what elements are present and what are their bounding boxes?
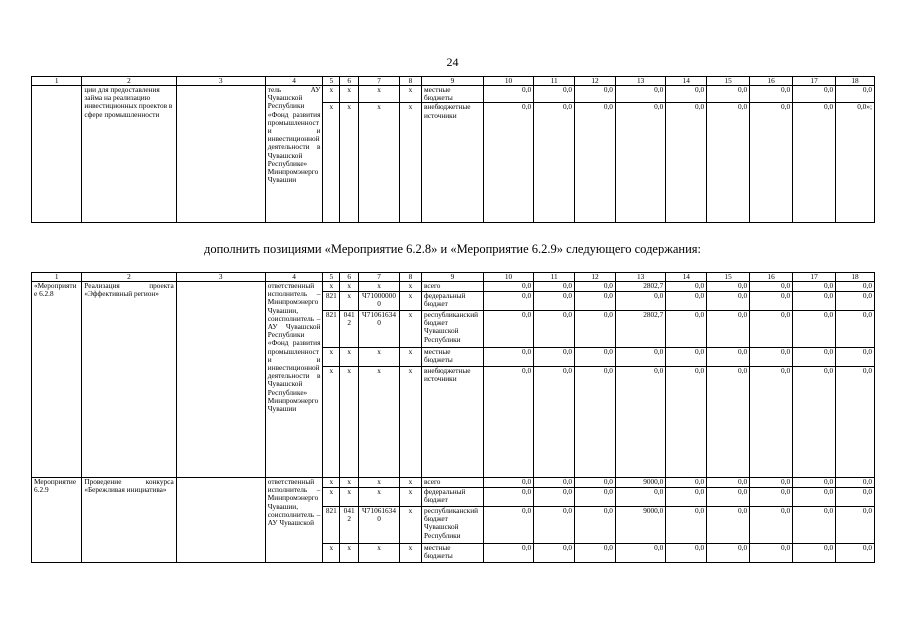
column-header: 6 <box>340 273 359 282</box>
cell-value: 0,0 <box>836 488 875 507</box>
cell-value: 0,0 <box>707 488 750 507</box>
cell-gr: 821 <box>323 292 340 311</box>
cell-vr: x <box>399 367 421 478</box>
cell-funding-source: федеральный бюджет <box>421 488 483 507</box>
cell-gr: x <box>323 86 340 103</box>
cell-value: 0,0 <box>750 348 793 367</box>
cell-goal <box>176 478 265 563</box>
continuation-table <box>31 76 875 223</box>
table-row <box>32 282 875 292</box>
cell-event-code: «Мероприятие 6.2.8 <box>32 282 82 478</box>
cell-event-name: Реализация проекта «Эффективный регион» <box>82 282 176 478</box>
cell-vr: x <box>399 507 421 544</box>
cell-rz: x <box>340 282 359 292</box>
cell-value: 0,0 <box>483 292 533 311</box>
cell-value: 0,0 <box>836 478 875 488</box>
cell-value: 0,0»; <box>836 103 875 223</box>
cell-value: 0,0 <box>534 507 575 544</box>
cell-value: 0,0 <box>483 103 533 223</box>
cell-value: 0,0 <box>483 544 533 563</box>
cell-name: ции для предоставления займа на реализацию инвестиционных проектов в сфере промышленности <box>82 86 176 223</box>
cell-rz: x <box>340 103 359 223</box>
column-header: 17 <box>793 77 836 86</box>
cell-event-code: Мероприятие 6.2.9 <box>32 478 82 563</box>
cell-gr: 821 <box>323 311 340 348</box>
cell-value: 0,0 <box>575 292 616 311</box>
cell-value: 0,0 <box>836 86 875 103</box>
cell-value: 0,0 <box>707 311 750 348</box>
cell-value: 0,0 <box>750 311 793 348</box>
column-header: 3 <box>176 77 265 86</box>
cell-value: 0,0 <box>666 544 707 563</box>
cell-value: 0,0 <box>575 478 616 488</box>
cell-value: 0,0 <box>534 282 575 292</box>
column-header: 1 <box>32 77 82 86</box>
cell-value: 0,0 <box>666 348 707 367</box>
cell-value: 0,0 <box>483 507 533 544</box>
cell-rz: x <box>340 86 359 103</box>
cell-value: 0,0 <box>750 544 793 563</box>
cell-csr: Ч710616340 <box>359 311 400 348</box>
column-header: 9 <box>421 77 483 86</box>
cell-csr: x <box>359 86 400 103</box>
cell-vr: x <box>399 478 421 488</box>
table-row <box>32 478 875 488</box>
column-header: 5 <box>323 77 340 86</box>
column-header: 17 <box>793 273 836 282</box>
cell-value: 0,0 <box>793 348 836 367</box>
cell-value: 0,0 <box>666 488 707 507</box>
cell-value: 0,0 <box>707 507 750 544</box>
cell-funding-source: местные бюджеты <box>421 348 483 367</box>
column-header: 2 <box>82 77 176 86</box>
cell-value: 0,0 <box>666 103 707 223</box>
column-header: 11 <box>534 273 575 282</box>
page-number: 24 <box>446 55 459 69</box>
column-header: 7 <box>359 273 400 282</box>
cell-vr: x <box>399 311 421 348</box>
cell-value: 0,0 <box>666 507 707 544</box>
cell-value: 0,0 <box>534 544 575 563</box>
column-header: 9 <box>421 273 483 282</box>
column-header: 12 <box>575 77 616 86</box>
column-header: 18 <box>836 77 875 86</box>
cell-value: 0,0 <box>707 86 750 103</box>
column-header: 13 <box>615 273 665 282</box>
cell-vr: x <box>399 348 421 367</box>
column-header: 6 <box>340 77 359 86</box>
header-row <box>32 77 875 86</box>
cell-value: 0,0 <box>793 478 836 488</box>
cell-funding-source: всего <box>421 282 483 292</box>
column-header: 14 <box>666 77 707 86</box>
cell-value: 0,0 <box>836 348 875 367</box>
cell-value: 0,0 <box>666 367 707 478</box>
column-header: 2 <box>82 273 176 282</box>
cell-value: 0,0 <box>707 282 750 292</box>
column-header: 13 <box>615 77 665 86</box>
cell-value: 0,0 <box>707 544 750 563</box>
column-header: 10 <box>483 77 533 86</box>
table-row <box>32 86 875 103</box>
cell-executor: тель АУ Чувашской Республики «Фонд развития промышленности и инвестиционной деятельности в Чувашской Республике» Минпромэнерго Чувашии <box>265 86 323 223</box>
cell-rz: x <box>340 478 359 488</box>
cell-executor: ответственный исполнитель – Минпромэнерго Чувашии, соисполнитель – АУ Чувашской Республики «Фонд развития промышленности и инвестиционной деятельности в Чувашской Республике» Минпромэнерго Чувашии <box>265 282 323 478</box>
cell-funding-source: внебюджетные источники <box>421 367 483 478</box>
column-header: 16 <box>750 77 793 86</box>
cell-value: 0,0 <box>707 292 750 311</box>
cell-funding-source: местные бюджеты <box>421 86 483 103</box>
cell-value: 0,0 <box>483 367 533 478</box>
cell-code <box>32 86 82 223</box>
cell-value: 0,0 <box>836 507 875 544</box>
cell-value: 0,0 <box>615 103 665 223</box>
column-header: 8 <box>399 77 421 86</box>
cell-rz: x <box>340 348 359 367</box>
cell-gr: x <box>323 488 340 507</box>
cell-csr: x <box>359 478 400 488</box>
cell-gr: 821 <box>323 507 340 544</box>
cell-value: 0,0 <box>793 488 836 507</box>
cell-value: 0,0 <box>483 282 533 292</box>
cell-value: 0,0 <box>534 348 575 367</box>
cell-event-name: Проведение конкурса «Бережливая инициатива» <box>82 478 176 563</box>
cell-value: 0,0 <box>534 292 575 311</box>
cell-value: 0,0 <box>666 282 707 292</box>
cell-value: 0,0 <box>615 488 665 507</box>
cell-funding-source: республиканский бюджет Чувашской Республики <box>421 507 483 544</box>
cell-rz: x <box>340 544 359 563</box>
cell-value: 0,0 <box>666 311 707 348</box>
cell-value: 0,0 <box>707 348 750 367</box>
cell-vr: x <box>399 292 421 311</box>
cell-csr: Ч710000000 <box>359 292 400 311</box>
cell-gr: x <box>323 478 340 488</box>
cell-value: 0,0 <box>483 86 533 103</box>
cell-vr: x <box>399 86 421 103</box>
cell-value: 0,0 <box>750 292 793 311</box>
column-header: 15 <box>707 77 750 86</box>
cell-value: 0,0 <box>575 86 616 103</box>
cell-value: 9000,0 <box>615 507 665 544</box>
cell-value: 0,0 <box>750 103 793 223</box>
cell-value: 0,0 <box>615 348 665 367</box>
cell-value: 0,0 <box>750 367 793 478</box>
cell-value: 0,0 <box>534 367 575 478</box>
column-header: 11 <box>534 77 575 86</box>
cell-funding-source: всего <box>421 478 483 488</box>
cell-value: 0,0 <box>666 86 707 103</box>
column-header: 15 <box>707 273 750 282</box>
cell-csr: Ч710616340 <box>359 507 400 544</box>
column-header: 8 <box>399 273 421 282</box>
cell-value: 0,0 <box>575 282 616 292</box>
column-header: 16 <box>750 273 793 282</box>
cell-csr: x <box>359 282 400 292</box>
cell-value: 0,0 <box>483 478 533 488</box>
cell-value: 0,0 <box>575 544 616 563</box>
cell-value: 0,0 <box>707 478 750 488</box>
cell-value: 2802,7 <box>615 282 665 292</box>
cell-executor: ответственный исполнитель – Минпромэнерго Чувашии, соисполнитель – АУ Чувашской <box>265 478 323 563</box>
cell-value: 0,0 <box>707 103 750 223</box>
cell-value: 0,0 <box>534 103 575 223</box>
cell-rz: 0412 <box>340 507 359 544</box>
cell-value: 0,0 <box>666 292 707 311</box>
cell-goal <box>176 86 265 223</box>
cell-value: 0,0 <box>793 103 836 223</box>
cell-rz: x <box>340 367 359 478</box>
cell-gr: x <box>323 367 340 478</box>
cell-value: 0,0 <box>615 544 665 563</box>
cell-vr: x <box>399 544 421 563</box>
events-table <box>31 272 875 563</box>
cell-value: 0,0 <box>836 367 875 478</box>
cell-value: 0,0 <box>575 367 616 478</box>
cell-value: 0,0 <box>793 544 836 563</box>
cell-funding-source: федеральный бюджет <box>421 292 483 311</box>
cell-csr: x <box>359 488 400 507</box>
cell-value: 0,0 <box>750 282 793 292</box>
column-header: 4 <box>265 273 323 282</box>
cell-value: 0,0 <box>534 488 575 507</box>
cell-value: 0,0 <box>575 507 616 544</box>
cell-value: 0,0 <box>615 86 665 103</box>
cell-gr: x <box>323 544 340 563</box>
cell-value: 0,0 <box>615 292 665 311</box>
intro-text: дополнить позициями «Мероприятие 6.2.8» и «Мероприятие 6.2.9» следующего содержания: <box>203 242 702 256</box>
column-header: 10 <box>483 273 533 282</box>
cell-csr: x <box>359 544 400 563</box>
column-header: 1 <box>32 273 82 282</box>
cell-funding-source: республиканский бюджет Чувашской Республики <box>421 311 483 348</box>
column-header: 14 <box>666 273 707 282</box>
cell-value: 2802,7 <box>615 311 665 348</box>
cell-value: 0,0 <box>793 311 836 348</box>
cell-gr: x <box>323 103 340 223</box>
cell-value: 0,0 <box>534 86 575 103</box>
column-header: 18 <box>836 273 875 282</box>
cell-value: 0,0 <box>793 367 836 478</box>
cell-value: 0,0 <box>750 488 793 507</box>
cell-value: 0,0 <box>750 478 793 488</box>
cell-value: 0,0 <box>793 282 836 292</box>
cell-value: 0,0 <box>615 367 665 478</box>
cell-value: 0,0 <box>836 292 875 311</box>
cell-vr: x <box>399 282 421 292</box>
cell-value: 0,0 <box>483 348 533 367</box>
cell-value: 0,0 <box>836 282 875 292</box>
cell-value: 0,0 <box>793 292 836 311</box>
cell-vr: x <box>399 488 421 507</box>
cell-csr: x <box>359 103 400 223</box>
cell-value: 0,0 <box>707 367 750 478</box>
cell-csr: x <box>359 348 400 367</box>
cell-csr: x <box>359 367 400 478</box>
cell-gr: x <box>323 348 340 367</box>
cell-rz: x <box>340 292 359 311</box>
cell-value: 0,0 <box>793 86 836 103</box>
cell-value: 0,0 <box>793 507 836 544</box>
cell-value: 9000,0 <box>615 478 665 488</box>
cell-value: 0,0 <box>534 311 575 348</box>
cell-value: 0,0 <box>836 311 875 348</box>
cell-vr: x <box>399 103 421 223</box>
cell-funding-source: местные бюджеты <box>421 544 483 563</box>
column-header: 4 <box>265 77 323 86</box>
cell-funding-source: внебюджетные источники <box>421 103 483 223</box>
cell-value: 0,0 <box>750 86 793 103</box>
cell-rz: 0412 <box>340 311 359 348</box>
cell-value: 0,0 <box>575 348 616 367</box>
cell-goal <box>176 282 265 478</box>
cell-value: 0,0 <box>836 544 875 563</box>
cell-value: 0,0 <box>483 488 533 507</box>
column-header: 12 <box>575 273 616 282</box>
cell-value: 0,0 <box>666 478 707 488</box>
cell-value: 0,0 <box>750 507 793 544</box>
cell-rz: x <box>340 488 359 507</box>
cell-gr: x <box>323 282 340 292</box>
header-row <box>32 273 875 282</box>
column-header: 7 <box>359 77 400 86</box>
cell-value: 0,0 <box>534 478 575 488</box>
cell-value: 0,0 <box>575 103 616 223</box>
column-header: 5 <box>323 273 340 282</box>
column-header: 3 <box>176 273 265 282</box>
cell-value: 0,0 <box>483 311 533 348</box>
cell-value: 0,0 <box>575 311 616 348</box>
cell-value: 0,0 <box>575 488 616 507</box>
